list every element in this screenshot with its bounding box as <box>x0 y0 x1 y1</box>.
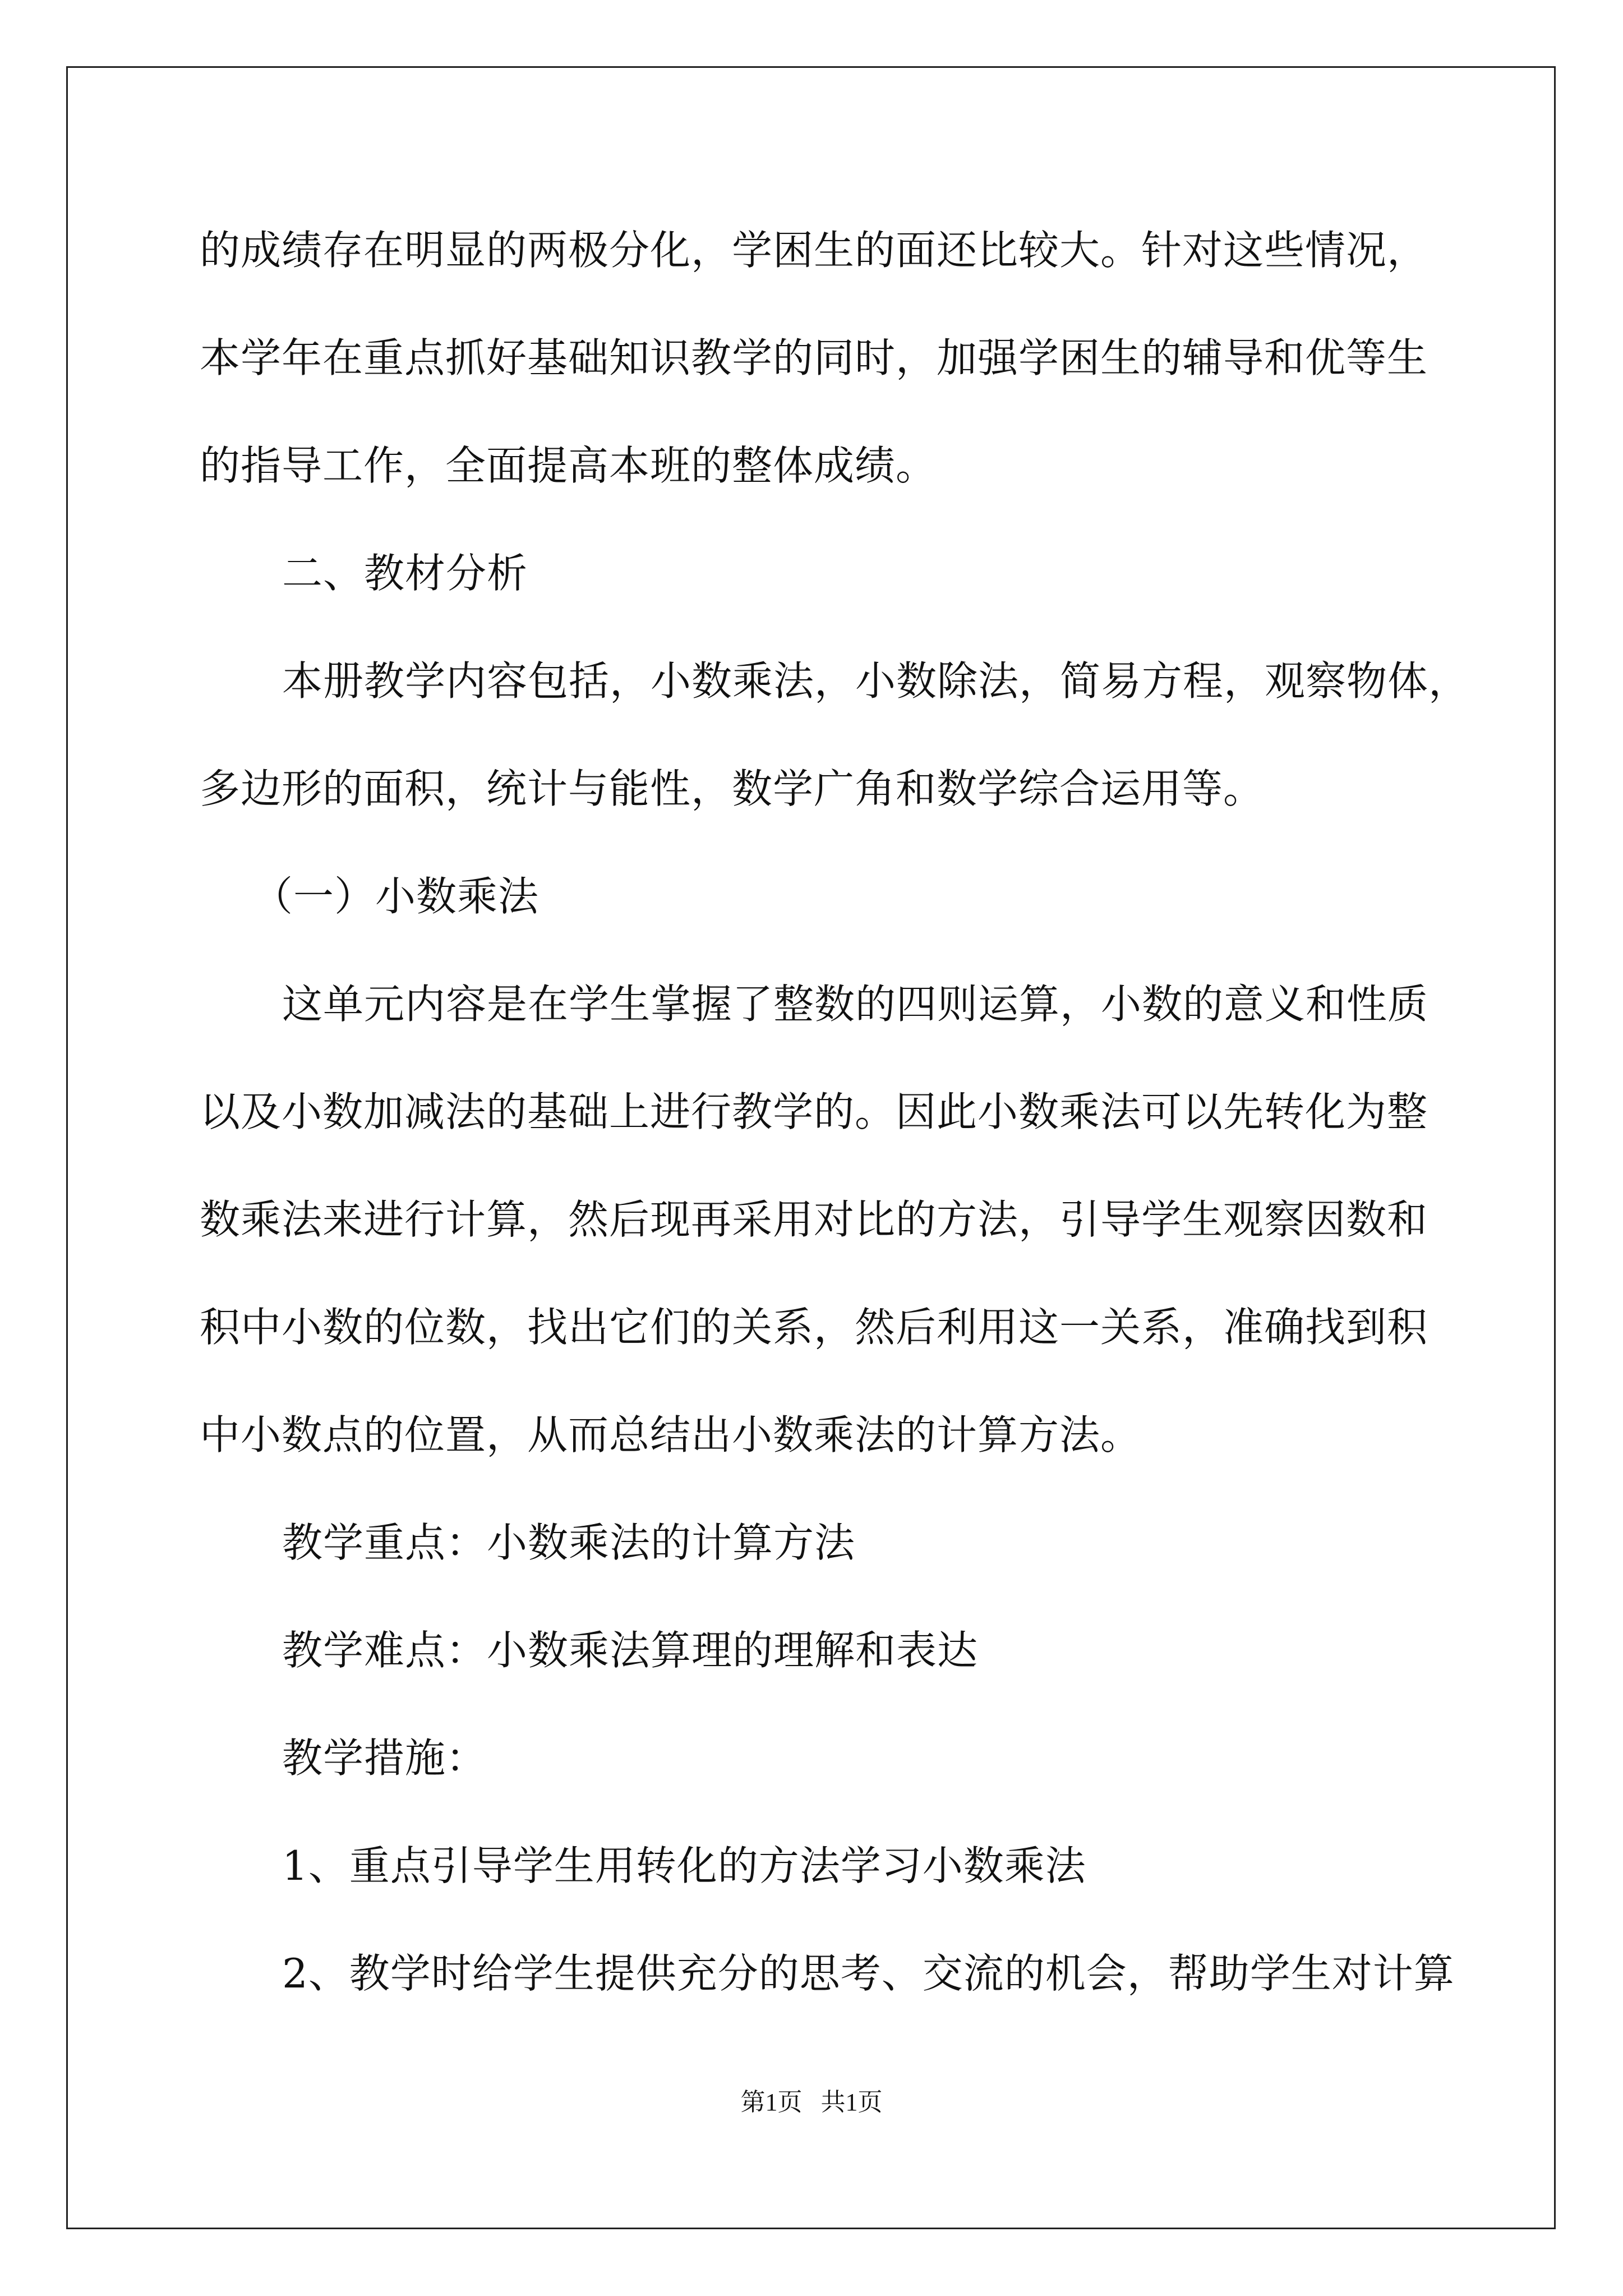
body-line-2: 本学年在重点抓好基础知识教学的同时，加强学困生的辅导和优等生 <box>200 334 1428 381</box>
teaching-measure-2: 2、教学时给学生提供充分的思考、交流的机会，帮助学生对计算 <box>282 1950 1455 1997</box>
page-border <box>66 66 1556 2229</box>
body-line-10: 数乘法来进行计算，然后现再采用对比的方法，引导学生观察因数和 <box>200 1196 1428 1243</box>
section-heading-textbook-analysis: 二、教材分析 <box>282 550 528 597</box>
body-line-11: 积中小数的位数，找出它们的关系，然后利用这一关系，准确找到积 <box>200 1304 1428 1351</box>
page-number-footer: 第1页 共1页 <box>740 2088 883 2116</box>
body-line-12: 中小数点的位置，从而总结出小数乘法的计算方法。 <box>200 1411 1142 1458</box>
body-line-1: 的成绩存在明显的两极分化，学困生的面还比较大。针对这些情况， <box>200 227 1428 274</box>
teaching-measures-heading: 教学措施： <box>282 1734 487 1782</box>
teaching-difficulty: 教学难点：小数乘法算理的理解和表达 <box>282 1627 979 1674</box>
body-line-5: 本册教学内容包括，小数乘法，小数除法，简易方程，观察物体， <box>282 657 1470 705</box>
teaching-focus: 教学重点：小数乘法的计算方法 <box>282 1519 856 1566</box>
body-line-9: 以及小数加减法的基础上进行教学的。因此小数乘法可以先转化为整 <box>200 1088 1428 1135</box>
teaching-measure-1: 1、重点引导学生用转化的方法学习小数乘法 <box>282 1842 1086 1889</box>
subsection-heading-decimal-multiplication: （一）小数乘法 <box>252 873 540 920</box>
body-line-6: 多边形的面积，统计与能性，数学广角和数学综合运用等。 <box>200 765 1265 812</box>
body-line-8: 这单元内容是在学生掌握了整数的四则运算，小数的意义和性质 <box>282 981 1429 1028</box>
body-line-3: 的指导工作，全面提高本班的整体成绩。 <box>200 442 937 489</box>
